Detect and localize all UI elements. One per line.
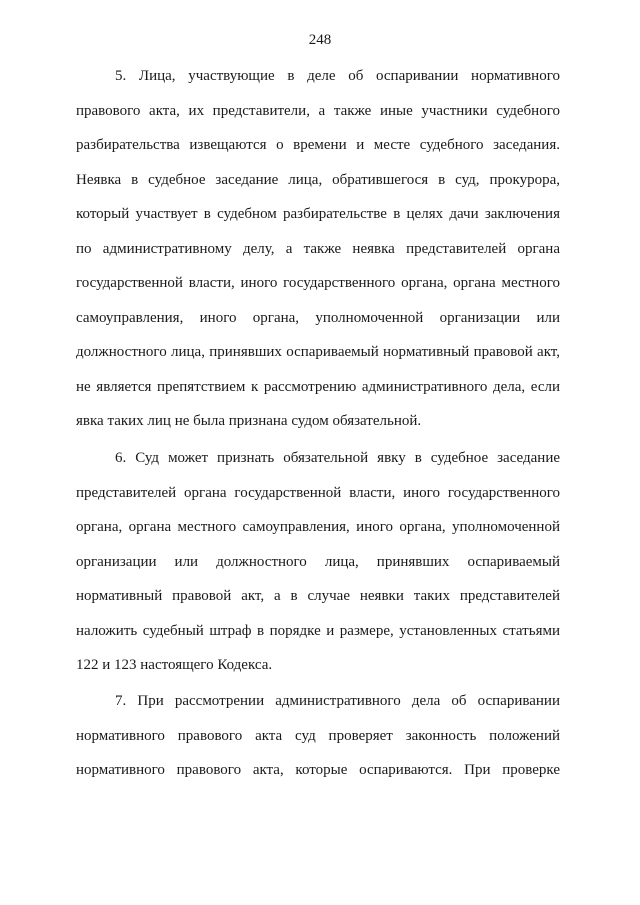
text-line: организации или должностного лица, принявших оспариваемый <box>76 553 560 570</box>
text-line: нормативного правового акта, которые оспариваются. При проверке <box>76 762 560 778</box>
paragraph-5 <box>76 66 560 446</box>
paragraph-7 <box>76 691 560 795</box>
text-line: 7. При рассмотрении административного дела об оспаривании <box>115 693 560 709</box>
text-line: нормативный правовой акт, а в случае неявки таких представителей <box>76 588 560 604</box>
text-line: представителей органа государственной власти, иного государственного <box>76 484 560 501</box>
text-line: Неявка в судебное заседание лица, обратившегося в суд, прокурора, <box>76 171 560 188</box>
page-number: 248 <box>308 32 332 48</box>
text-line: 5. Лица, участвующие в деле об оспаривании нормативного <box>115 68 560 84</box>
text-line: правового акта, их представители, а также иные участники судебного <box>76 102 560 119</box>
paragraph-6 <box>76 448 560 690</box>
text-line: должностного лица, принявших оспариваемый нормативный правовой акт, <box>76 344 560 360</box>
text-line: нормативного правового акта суд проверяет законность положений <box>76 727 560 744</box>
text-line: 122 и 123 настоящего Кодекса. <box>76 657 273 673</box>
text-line: разбирательства извещаются о времени и месте судебного заседания. <box>76 137 560 153</box>
text-line: самоуправления, иного органа, уполномоченной организации или <box>76 309 560 326</box>
text-line: государственной власти, иного государственного органа, органа местного <box>76 275 560 291</box>
text-line: органа, органа местного самоуправления, иного органа, уполномоченной <box>76 519 560 535</box>
text-line: по административному делу, а также неявка представителей органа <box>76 240 560 257</box>
text-line: который участвует в судебном разбирательстве в целях дачи заключения <box>76 206 560 222</box>
text-line: явка таких лиц не была признана судом обязательной. <box>76 413 422 429</box>
text-line: наложить судебный штраф в порядке и размере, установленных статьями <box>76 622 560 639</box>
text-line: не является препятствием к рассмотрению административного дела, если <box>76 378 560 395</box>
text-line: 6. Суд может признать обязательной явку в судебное заседание <box>115 450 560 466</box>
